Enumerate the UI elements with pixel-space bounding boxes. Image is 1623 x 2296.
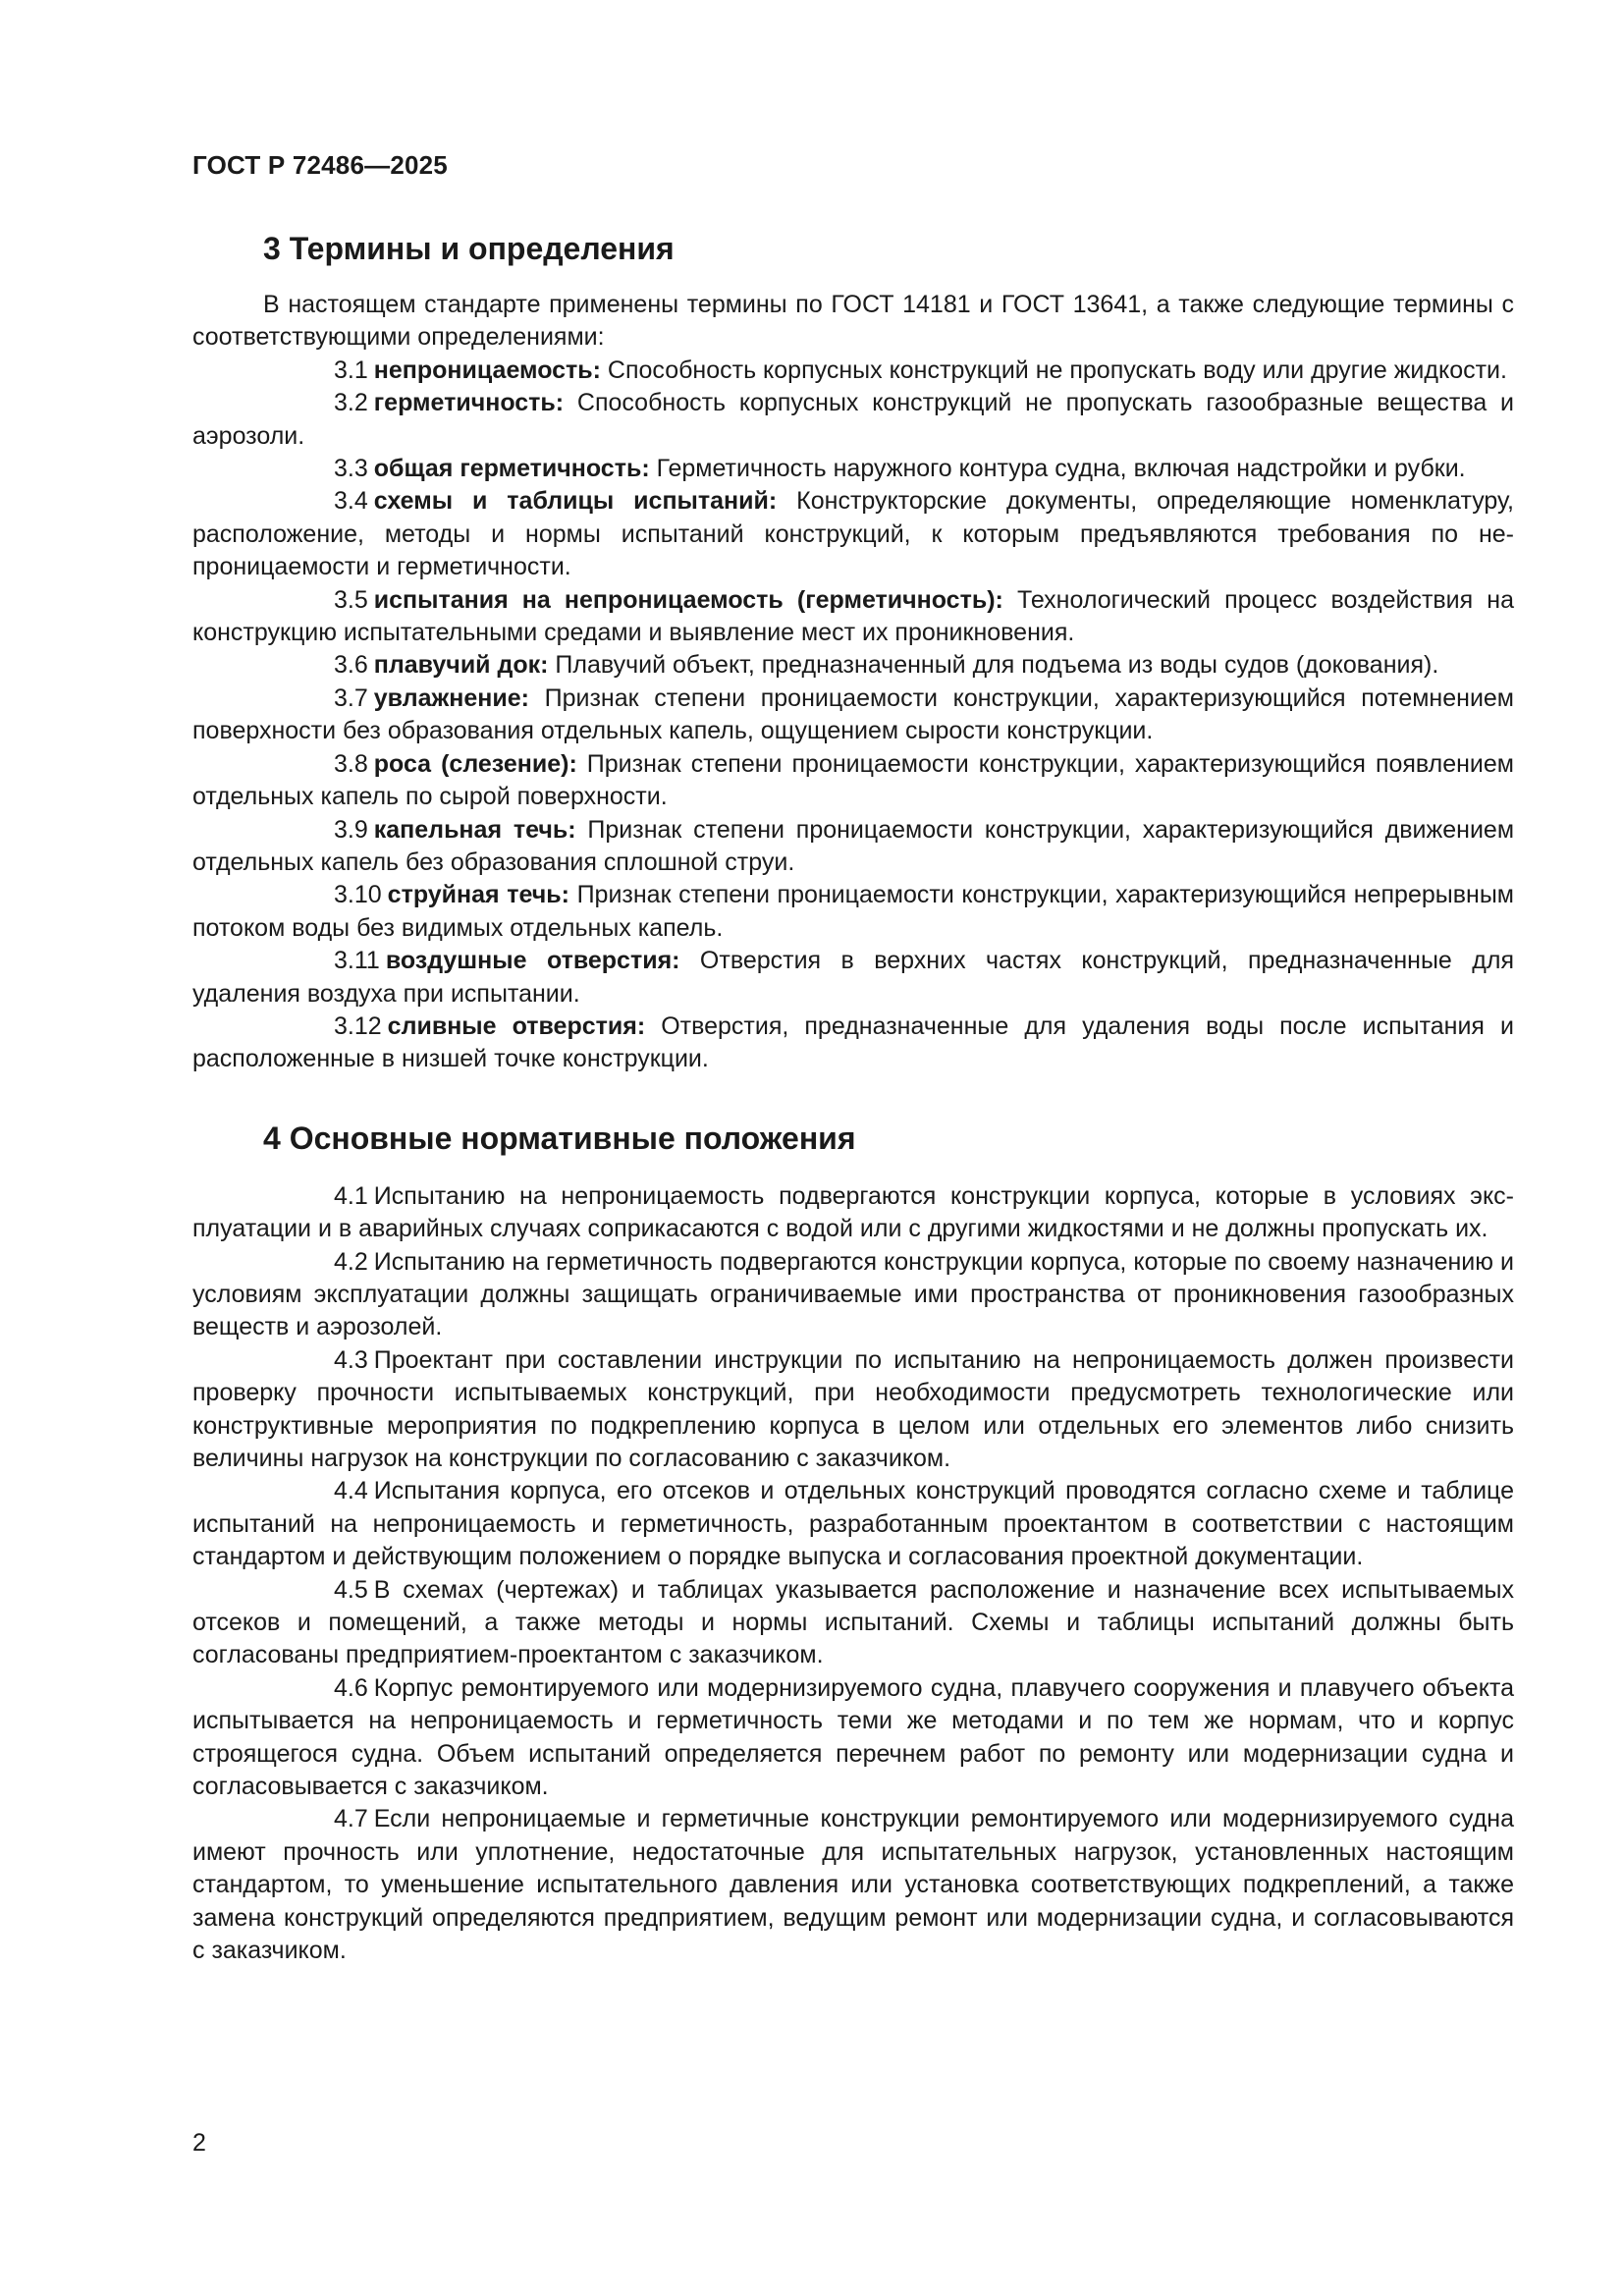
provision-item <box>192 1672 1514 1804</box>
definition-number: 3.6 <box>334 651 368 680</box>
provision-item <box>192 1246 1514 1344</box>
provision-text: Проектант при составлении инструкции по испытанию на непроницаемость должен произвести проверку прочности испытываемых конструкций, при необходимости предусмотреть технологические или конструктивные мероприятия по подкреплению корпуса в целом или отдельных его элементов либо снизить величины нагрузок на конструкции по согласованию с заказчиком. <box>192 1345 1514 1472</box>
provision-item <box>192 1574 1514 1672</box>
definition-text: Технологический процесс воздействия на конструкцию испытательными средами и выявление мест их проникновения. <box>192 585 1514 647</box>
provision-number: 4.6 <box>334 1673 368 1702</box>
definition-term: увлажнение: <box>373 683 529 712</box>
definition-item <box>192 945 1514 1011</box>
section-4-provisions <box>192 1180 1514 1968</box>
definition-item <box>192 649 1514 682</box>
definition-item <box>192 584 1514 650</box>
definition-text: Признак степени проницаемости конструкции, характеризующийся появлением отдельных капель по сырой поверхности. <box>192 749 1514 811</box>
definition-number: 3.2 <box>334 389 368 417</box>
provision-item <box>192 1344 1514 1476</box>
section-3-definitions <box>192 355 1514 1076</box>
definition-text: Отверстия, предназначенные для удаления воды после испытания и расположенные в низшей точке конструкции. <box>192 1011 1514 1073</box>
definition-term: испытания на непроницаемость (герметичность): <box>373 585 1003 614</box>
provision-text: В схемах (чертежах) и таблицах указывается расположение и назначение всех испытываемых отсеков и помещений, а также методы и нормы испытаний. Схемы и таблицы испытаний должны быть согласованы предприятием-проектантом с заказчиком. <box>192 1575 1514 1669</box>
provision-number: 4.2 <box>334 1247 368 1276</box>
definition-number: 3.4 <box>334 487 368 516</box>
provision-item <box>192 1475 1514 1573</box>
page-number: 2 <box>192 2129 206 2157</box>
definition-term: струйная течь: <box>387 881 569 909</box>
definition-text: Отверстия в верхних частях конструкций, предназначенные для удаления воздуха при испытании. <box>192 947 1514 1008</box>
definition-item <box>192 387 1514 453</box>
provision-text: Испытанию на герметичность подвергаются конструкции корпуса, которые по своему назначению и условиям эксплуатации должны защищать ограничиваемые ими пространства от проникновения газообразных веществ и аэрозолей. <box>192 1247 1514 1341</box>
definition-item <box>192 748 1514 814</box>
definition-text: Признак степени проницаемости конструкции, характеризующийся потемнением поверхности без образования отдельных капель, ощущением сырости конструкции. <box>192 683 1514 745</box>
definition-text: Признак степени проницаемости конструкции, характеризующийся непрерывным потоком воды без видимых отдельных капель. <box>192 881 1514 942</box>
section-3-title: 3 Термины и определения <box>263 231 675 266</box>
definition-number: 3.8 <box>334 749 368 778</box>
provision-number: 4.3 <box>334 1345 368 1374</box>
definition-term: капельная течь: <box>373 815 576 844</box>
definition-term: роса (слезение): <box>373 749 577 778</box>
definition-term: непроницаемость: <box>373 355 601 384</box>
definition-number: 3.5 <box>334 585 368 614</box>
definition-term: плавучий док: <box>373 651 549 680</box>
page-content <box>192 228 1514 1968</box>
provision-number: 4.5 <box>334 1575 368 1604</box>
definition-item <box>192 879 1514 945</box>
definition-term: сливные отверстия: <box>387 1011 646 1040</box>
definition-item <box>192 814 1514 880</box>
definition-text: Признак степени проницаемости конструкции, характеризующийся движением отдельных капель без образования сплошной струи. <box>192 815 1515 876</box>
definition-number: 3.3 <box>334 455 368 483</box>
definition-number: 3.12 <box>334 1011 382 1040</box>
section-4-title: 4 Основные нормативные положения <box>263 1120 856 1156</box>
provision-item <box>192 1803 1514 1967</box>
provision-text: Испытанию на непроницаемость подвергаются конструкции корпуса, которые в условиях эксплуатации и в аварийных случаях соприкасаются с водой или с другими жидкостями и не должны пропускать их. <box>192 1181 1514 1243</box>
provision-item <box>192 1180 1514 1246</box>
provision-number: 4.7 <box>334 1805 368 1833</box>
definition-number: 3.10 <box>334 881 382 909</box>
document-code-header: ГОСТ Р 72486—2025 <box>192 150 448 180</box>
provision-text: Испытания корпуса, его отсеков и отдельных конструкций проводятся согласно схеме и таблице испытаний на непроницаемость и герметичность, разработанным проектантом в соответствии с настоящим стандартом и действующим положением о порядке выпуска и согласования проектной документации. <box>192 1477 1514 1571</box>
definition-item <box>192 453 1514 485</box>
definition-item <box>192 683 1514 748</box>
section-3-intro: В настоящем стандарте применены термины по ГОСТ 14181 и ГОСТ 13641, а также следующие термины с соответствующими определениями: <box>192 291 1514 352</box>
definition-text: Способность корпусных конструкций не пропускать воду или другие жидкости. <box>600 355 1507 384</box>
definition-number: 3.1 <box>334 355 368 384</box>
definition-item <box>192 485 1514 583</box>
provision-number: 4.1 <box>334 1181 368 1210</box>
definition-number: 3.7 <box>334 683 368 712</box>
definition-term: схемы и таблицы испытаний: <box>373 487 778 516</box>
definition-number: 3.11 <box>334 947 380 975</box>
definition-text: Способность корпусных конструкций не пропускать газообразные вещества и аэрозоли. <box>192 389 1514 450</box>
provision-text: Корпус ремонтируемого или модернизируемого судна, плавучего сооружения и плавучего объекта испытывается на непроницаемость и герметичность теми же методами и по тем же нормам, что и корпус строящегося судна. Объем испытаний определяется перечнем работ по ремонту или модернизации судна и согласовывается с заказчиком. <box>192 1673 1514 1801</box>
definition-text: Плавучий объект, предназначенный для подъема из воды судов (докования). <box>548 651 1439 680</box>
definition-term: герметичность: <box>373 389 565 417</box>
definition-text: Герметичность наружного контура судна, включая надстройки и рубки. <box>649 455 1466 483</box>
provision-number: 4.4 <box>334 1477 368 1505</box>
definition-term: общая герметичность: <box>373 455 650 483</box>
definition-number: 3.9 <box>334 815 368 844</box>
definition-term: воздушные отверстия: <box>385 947 680 975</box>
definition-item <box>192 1011 1514 1076</box>
definition-item <box>192 355 1514 387</box>
definition-text: Конструкторские документы, определяющие номенклатуру, расположение, методы и нормы испытаний конструкций, к которым предъявляются требования по непроницаемости и герметичности. <box>192 487 1514 581</box>
provision-text: Если непроницаемые и герметичные конструкции ремонтируемого или модернизируемого судна имеют прочность или уплотнение, недостаточные для испытательных нагрузок, установленных настоящим стандартом, то уменьшение испытательного давления или установка соответствующих подкреплений, а также замена конструкций определяются предприятием, ведущим ремонт или модернизации судна, и согласовываются с заказчиком. <box>192 1805 1514 1965</box>
